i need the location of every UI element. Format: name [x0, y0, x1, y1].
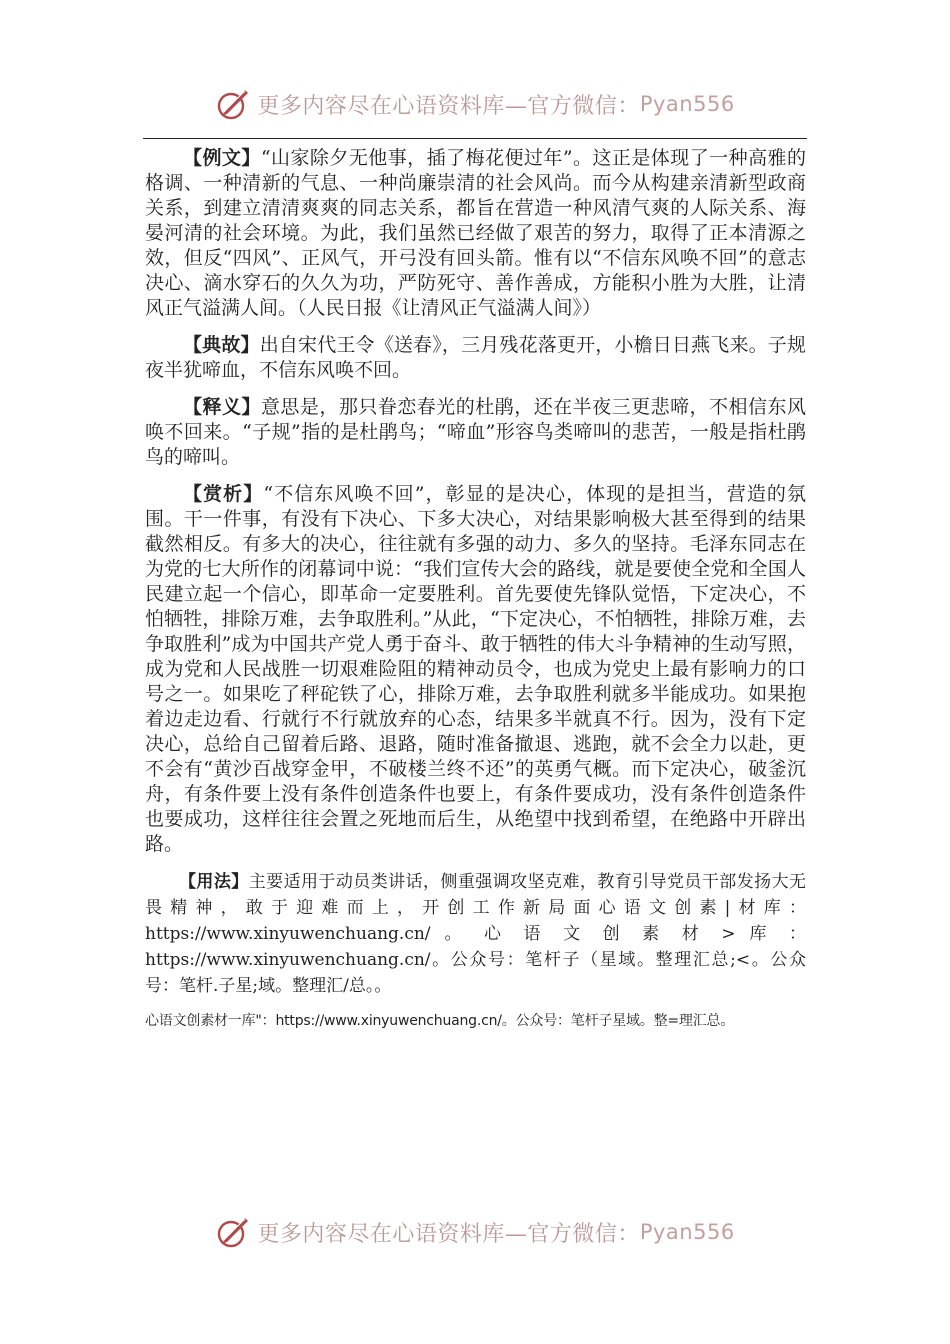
- section-text: 意思是，那只眷恋春光的杜鹃，还在半夜三更悲啼，不相信东风唤不回来。“子规”指的是杜鹃鸟；“啼血”形容鸟类啼叫的悲苦，一般是指杜鹃鸟的啼叫。: [145, 396, 806, 468]
- section-tag: 【释义】: [183, 396, 261, 418]
- banner-wechat-id: Pyan556: [639, 92, 735, 116]
- paragraph-usage: [145, 869, 806, 999]
- banner-wechat-id: Pyan556: [639, 1220, 735, 1244]
- header-banner: [0, 86, 950, 122]
- source-footnote: 心语文创素材一库"：https://www.xinyuwenchuang.cn/。公众号：笔杆子星域。整=理汇总。: [145, 1013, 735, 1029]
- quill-logo-icon: [215, 1214, 251, 1250]
- section-tag: 【赏析】: [183, 483, 264, 505]
- quill-logo-icon: [215, 86, 251, 122]
- section-text: 出自宋代王令《送春》，三月残花落更开，小檐日日燕飞来。子规夜半犹啼血，不信东风唤不回。: [145, 334, 806, 381]
- section-text: 主要适用于动员类讲话，侧重强调攻坚克难，教育引导党员干部发扬大无畏精神，敢于迎难而上，开创工作新局面心语文创素|材库：https://www.xinyuwenchuang.cn/ 。 心 语 文 创 素 材 > 库 ： https://www.xinyuwenchuang.cn/。公众号：笔杆子（星域。整理汇总;<。公众号：笔杆.子星;域。整理汇/总。。: [145, 872, 807, 996]
- banner-text: 更多内容尽在心语资料库—官方微信：: [257, 1221, 640, 1247]
- paragraph-meaning: [145, 395, 806, 470]
- banner-text: 更多内容尽在心语资料库—官方微信：: [257, 93, 640, 119]
- document-body: [145, 146, 806, 1031]
- section-tag: 【用法】: [179, 872, 249, 892]
- paragraph-analysis: [145, 482, 806, 857]
- paragraph-example: [145, 146, 806, 321]
- footer-banner: [0, 1214, 950, 1250]
- section-tag: 【典故】: [183, 334, 260, 356]
- section-tag: 【例文】: [183, 147, 261, 169]
- paragraph-allusion: [145, 333, 806, 383]
- section-text: “不信东风唤不回”，彰显的是决心，体现的是担当，营造的氛围。干一件事，有没有下决心、下多大决心，对结果影响极大甚至得到的结果截然相反。有多大的决心，往往就有多强的动力、多久的坚持。毛泽东同志在为党的七大所作的闭幕词中说：“我们宣传大会的路线，就是要使全党和全国人民建立起一个信心，即革命一定要胜利。首先要使先锋队觉悟，下定决心，不怕牺牲，排除万难，去争取胜利。”从此，“下定决心，不怕牺牲，排除万难，去争取胜利”成为中国共产党人勇于奋斗、敢于牺牲的伟大斗争精神的生动写照，成为党和人民战胜一切艰难险阻的精神动员令，也成为党史上最有影响力的口号之一。如果吃了秤砣铁了心，排除万难，去争取胜利就多半能成功。如果抱着边走边看、行就行不行就放弃的心态，结果多半就真不行。因为，没有下定决心，总给自己留着后路、退路，随时准备撤退、逃跑，就不会全力以赴，更不会有“黄沙百战穿金甲，不破楼兰终不还”的英勇气概。而下定决心，破釜沉舟，有条件要上没有条件创造条件也要上，有条件要成功，没有条件创造条件也要成功，这样往往会置之死地而后生，从绝望中找到希望，在绝路中开辟出路。: [145, 483, 806, 855]
- header-rule: [143, 138, 807, 139]
- section-text: “山家除夕无他事，插了梅花便过年”。这正是体现了一种高雅的格调、一种清新的气息、一种尚廉崇清的社会风尚。而今从构建亲清新型政商关系，到建立清清爽爽的同志关系，都旨在营造一种风清气爽的人际关系、海晏河清的社会环境。为此，我们虽然已经做了艰苦的努力，取得了正本清源之效，但反“四风”、正风气，开弓没有回头箭。惟有以“不信东风唤不回”的意志决心、滴水穿石的久久为功，严防死守、善作善成，方能积小胜为大胜，让清风正气溢满人间。（人民日报《让清风正气溢满人间》）: [145, 147, 806, 319]
